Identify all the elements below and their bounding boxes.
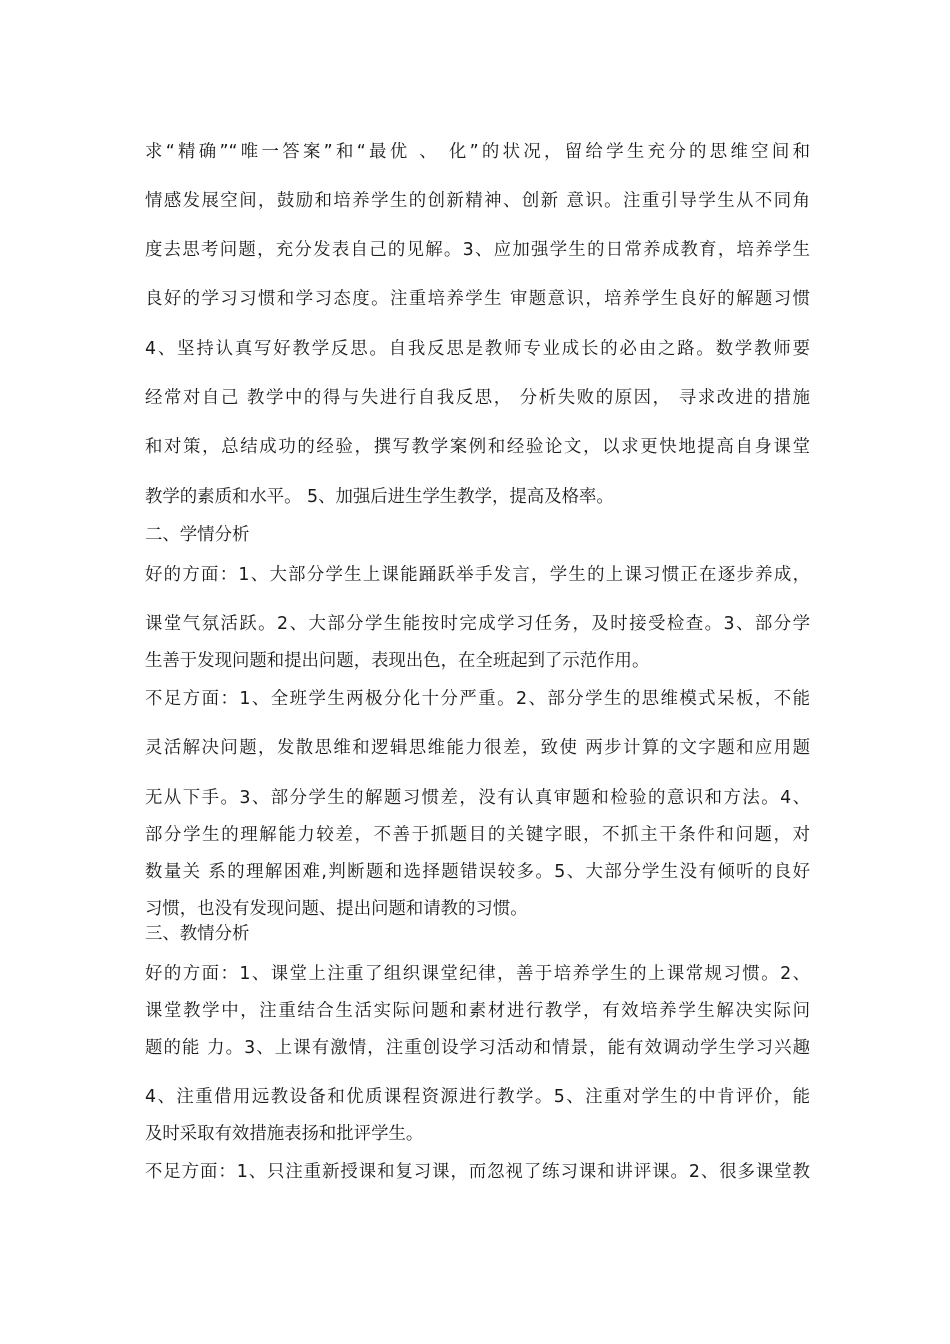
text-line: 和对策，总结成功的经验，撰写教学案例和经验论文，以求更快地提高自身课堂 [145, 437, 810, 457]
text-line: 不足方面：1、只注重新授课和复习课，而忽视了练习课和讲评课。2、很多课堂教 [145, 1162, 810, 1182]
text-line: 情感发展空间，鼓励和培养学生的创新精神、创新 意识。注重引导学生从不同角 [145, 191, 810, 211]
text-line: 灵活解决问题，发散思维和逻辑思维能力很差，致使 两步计算的文字题和应用题 [145, 738, 810, 758]
text-line: 题的能 力。3、上课有激情，注重创设学习活动和情景，能有效调动学生学习兴趣 [145, 1038, 810, 1058]
text-line: 部分学生的理解能力较差，不善于抓题目的关键字眼，不抓主干条件和问题，对 [145, 825, 810, 845]
text-line: 良好的学习习惯和学习态度。注重培养学生 审题意识，培养学生良好的解题习惯 [145, 289, 810, 309]
text-line: 课堂教学中，注重结合生活实际问题和素材进行教学，有效培养学生解决实际问 [145, 1001, 810, 1021]
text-line: 4、注重借用远教设备和优质课程资源进行教学。5、注重对学生的中肯评价，能 [145, 1087, 810, 1107]
text-line: 课堂气氛活跃。2、大部分学生能按时完成学习任务，及时接受检查。3、部分学 [145, 614, 810, 634]
text-line: 数量关 系的理解困难,判断题和选择题错误较多。5、大部分学生没有倾听的良好 [145, 862, 810, 882]
text-line: 不足方面：1、全班学生两极分化十分严重。2、部分学生的思维模式呆板，不能 [145, 689, 810, 709]
text-line: 生善于发现问题和提出问题，表现出色，在全班起到了示范作用。 [145, 651, 650, 671]
text-line: 教学的素质和水平。 5、加强后进生学生教学，提高及格率。 [145, 487, 614, 507]
text-line: 及时采取有效措施表扬和批评学生。 [145, 1124, 424, 1144]
text-line: 度去思考问题，充分发表自己的见解。3、应加强学生的日常养成教育，培养学生 [145, 240, 810, 260]
text-line: 好的方面：1、大部分学生上课能踊跃举手发言，学生的上课习惯正在逐步养成， [145, 565, 810, 585]
text-line: 习惯，也没有发现问题、提出问题和请教的习惯。 [145, 899, 528, 919]
section-heading: 二、学情分析 [145, 525, 250, 545]
text-line: 经常对自己 教学中的得与失进行自我反思， 分析失败的原因， 寻求改进的措施 [145, 388, 810, 408]
text-line: 4、坚持认真写好教学反思。自我反思是教师专业成长的必由之路。数学教师要 [145, 339, 810, 359]
text-line: 好的方面：1、课堂上注重了组织课堂纪律，善于培养学生的上课常规习惯。2、 [145, 964, 810, 984]
text-line: 无从下手。3、部分学生的解题习惯差，没有认真审题和检验的意识和方法。4、 [145, 788, 810, 808]
text-line: 求“精确”“唯一答案”和“最优 、 化”的状况，留给学生充分的思维空间和 [145, 142, 810, 162]
section-heading: 三、教情分析 [145, 924, 250, 944]
